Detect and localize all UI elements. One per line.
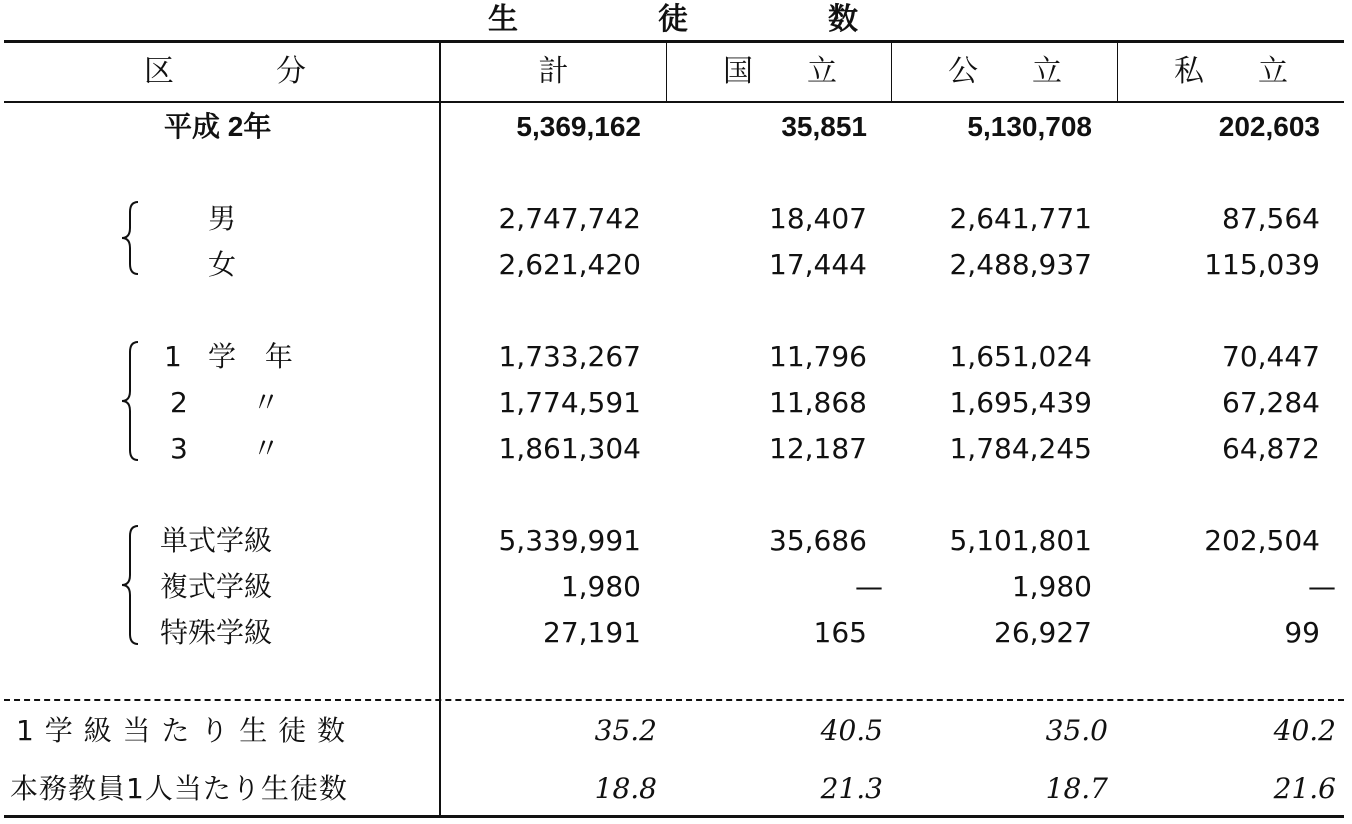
cell-total: 18.8 bbox=[594, 772, 657, 805]
dashed-rule bbox=[4, 699, 1344, 701]
header-national bbox=[667, 43, 891, 101]
cell-total: 1,861,304 bbox=[498, 432, 641, 465]
brace-class-type bbox=[118, 522, 148, 648]
header-private bbox=[1118, 43, 1344, 101]
cell-private: 87,564 bbox=[1222, 202, 1320, 235]
header-public bbox=[892, 43, 1117, 101]
cell-public: 18.7 bbox=[1045, 772, 1108, 805]
brace-gender bbox=[118, 198, 148, 278]
row-label-single: 単式学級 bbox=[160, 524, 273, 557]
title-char: 徒 bbox=[658, 2, 688, 37]
cell-private: 99 bbox=[1284, 616, 1320, 649]
header-char: 分 bbox=[276, 54, 306, 89]
row-label-grade3-num: 3 bbox=[170, 432, 188, 465]
table-title bbox=[440, 0, 910, 40]
header-char: 立 bbox=[1032, 54, 1062, 89]
header-total: 計 bbox=[538, 54, 569, 89]
cell-national: — bbox=[855, 570, 883, 603]
cell-total: 35.2 bbox=[594, 714, 657, 747]
cell-total: 2,747,742 bbox=[498, 202, 641, 235]
row-label-male: 男 bbox=[208, 202, 237, 235]
cell-private: 21.6 bbox=[1273, 772, 1336, 805]
header-char: 国 bbox=[723, 54, 753, 89]
row-label-grade2-num: 2 bbox=[170, 386, 188, 419]
cell-total: 1,774,591 bbox=[498, 386, 641, 419]
cell-national: 40.5 bbox=[820, 714, 883, 747]
cell-private: 40.2 bbox=[1273, 714, 1336, 747]
cell-public: 35.0 bbox=[1045, 714, 1108, 747]
row-label-per-class: 1 学 級 当 た り 生 徒 数 bbox=[16, 714, 347, 747]
row-label-special: 特殊学級 bbox=[160, 616, 273, 649]
cell-private: 70,447 bbox=[1222, 340, 1320, 373]
cell-total: 5,339,991 bbox=[498, 524, 641, 557]
cell-total: 1,980 bbox=[560, 570, 641, 603]
title-char: 数 bbox=[828, 2, 858, 37]
header-division bbox=[4, 43, 439, 101]
cell-total: 27,191 bbox=[543, 616, 641, 649]
cell-private: 64,872 bbox=[1222, 432, 1320, 465]
cell-total: 1,733,267 bbox=[498, 340, 641, 373]
row-label-per-teacher: 本務教員1人当たり生徒数 bbox=[10, 772, 348, 805]
row-label-grade1-text: 学 年 bbox=[208, 340, 303, 373]
cell-national: 35,686 bbox=[769, 524, 867, 557]
cell-national: 17,444 bbox=[769, 248, 867, 281]
cell-public: 1,980 bbox=[1011, 570, 1092, 603]
row-label-grade1-num: 1 bbox=[164, 340, 182, 373]
cell-private: 202,603 bbox=[1218, 111, 1320, 142]
cell-national: 165 bbox=[813, 616, 867, 649]
cell-public: 2,641,771 bbox=[949, 202, 1092, 235]
cell-national: 21.3 bbox=[820, 772, 883, 805]
row-label-grade3-ditto: 〃 bbox=[252, 432, 281, 465]
header-char: 私 bbox=[1174, 54, 1204, 89]
cell-public: 5,130,708 bbox=[967, 111, 1092, 142]
brace-grade bbox=[118, 338, 148, 464]
cell-private: 67,284 bbox=[1222, 386, 1320, 419]
header-char: 公 bbox=[948, 54, 978, 89]
cell-private: 202,504 bbox=[1204, 524, 1320, 557]
cell-public: 26,927 bbox=[994, 616, 1092, 649]
cell-public: 1,784,245 bbox=[949, 432, 1092, 465]
header-char: 区 bbox=[144, 54, 174, 89]
cell-private: 115,039 bbox=[1204, 248, 1320, 281]
header-char: 立 bbox=[1258, 54, 1288, 89]
cell-total: 5,369,162 bbox=[516, 111, 641, 142]
cell-national: 12,187 bbox=[769, 432, 867, 465]
cell-private: — bbox=[1308, 570, 1336, 603]
cell-total: 2,621,420 bbox=[498, 248, 641, 281]
cell-public: 5,101,801 bbox=[949, 524, 1092, 557]
header-char: 立 bbox=[807, 54, 837, 89]
cell-public: 1,651,024 bbox=[949, 340, 1092, 373]
row-label-year: 平成 2年 bbox=[164, 111, 272, 142]
header-rule bbox=[4, 101, 1344, 103]
row-label-multi: 複式学級 bbox=[160, 570, 273, 603]
title-char: 生 bbox=[488, 2, 518, 37]
row-label-female: 女 bbox=[208, 248, 237, 281]
cell-national: 11,796 bbox=[769, 340, 867, 373]
cell-national: 35,851 bbox=[781, 111, 867, 142]
cell-public: 2,488,937 bbox=[949, 248, 1092, 281]
cell-public: 1,695,439 bbox=[949, 386, 1092, 419]
cell-national: 18,407 bbox=[769, 202, 867, 235]
cell-national: 11,868 bbox=[769, 386, 867, 419]
row-label-grade2-ditto: 〃 bbox=[252, 386, 281, 419]
bottom-rule bbox=[4, 815, 1344, 818]
